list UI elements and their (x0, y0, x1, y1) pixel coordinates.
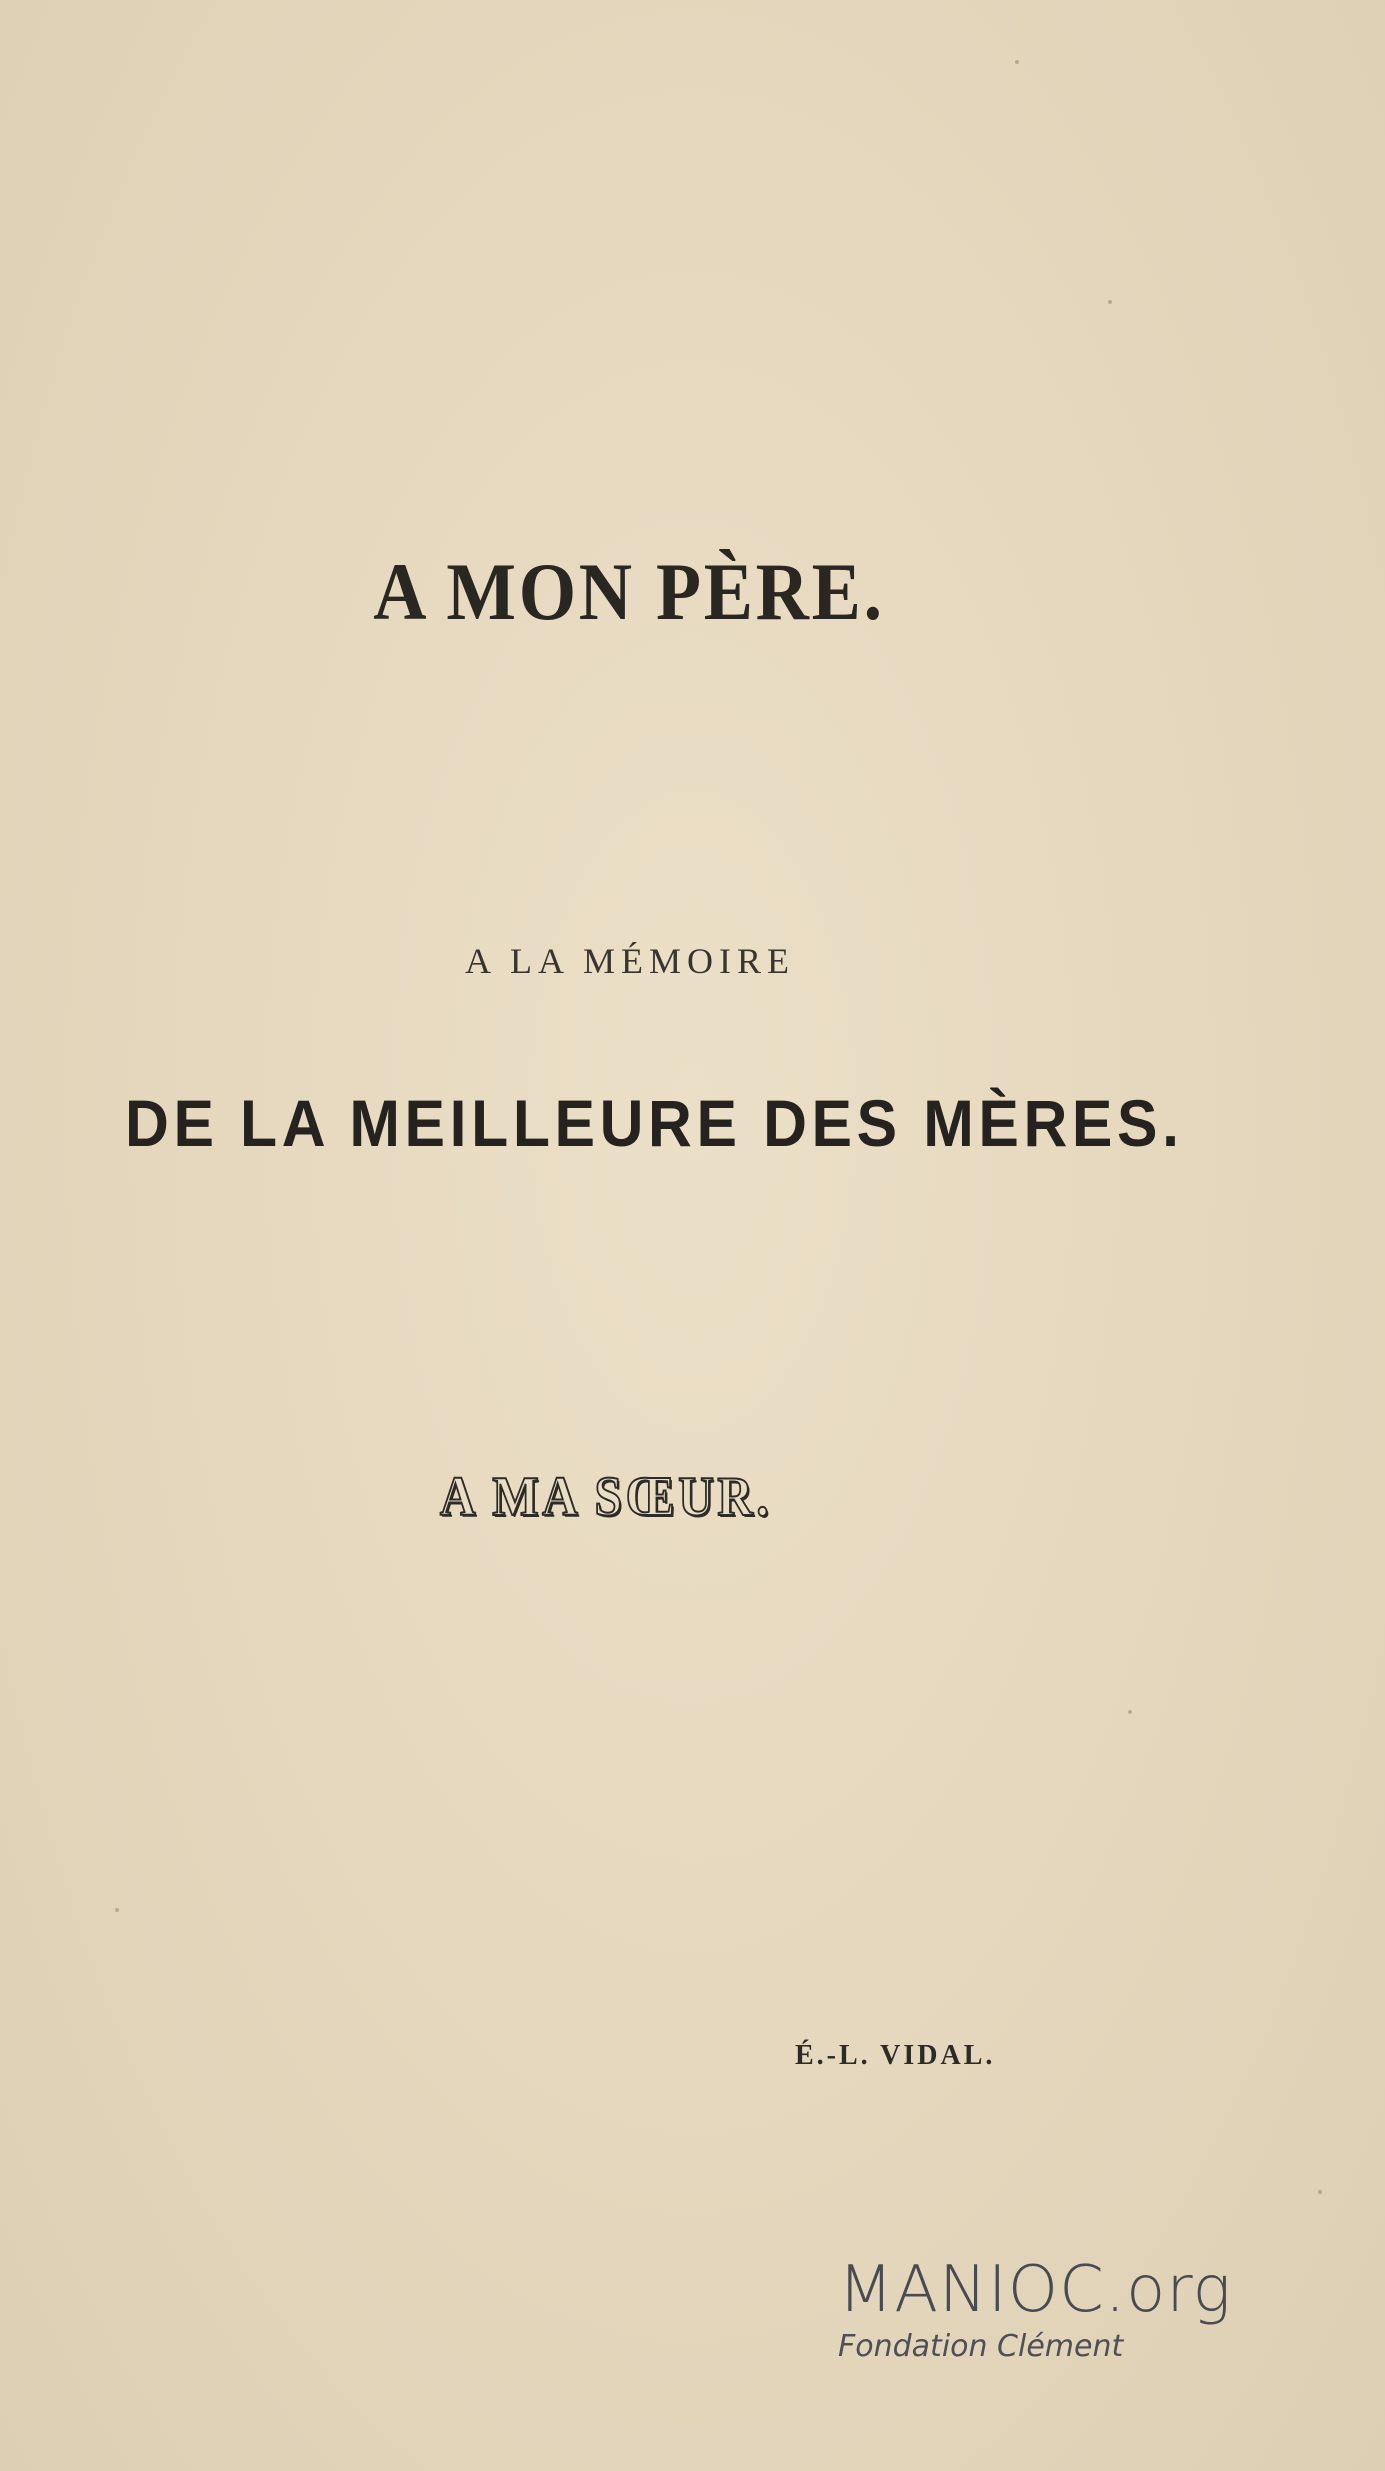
dedication-mother: DE LA MEILLEURE DES MÈRES. (125, 1086, 1184, 1160)
paper-speck (1128, 1710, 1132, 1714)
author-signature: É.-L. VIDAL. (795, 2040, 996, 2071)
paper-speck (1015, 60, 1019, 64)
manioc-watermark (838, 2255, 1278, 2375)
dedication-sister: A MA SŒUR. (440, 1466, 773, 1528)
dedication-father: A MON PÈRE. (373, 546, 885, 637)
paper-speck (1318, 2190, 1322, 2194)
watermark-subtitle: Fondation Clément (838, 2329, 1124, 2364)
paper-speck (1108, 300, 1112, 304)
watermark-logo: MANIOC.org (838, 2253, 1232, 2327)
dedication-memory-intro: A LA MÉMOIRE (464, 941, 795, 981)
paper-speck (115, 1908, 119, 1912)
